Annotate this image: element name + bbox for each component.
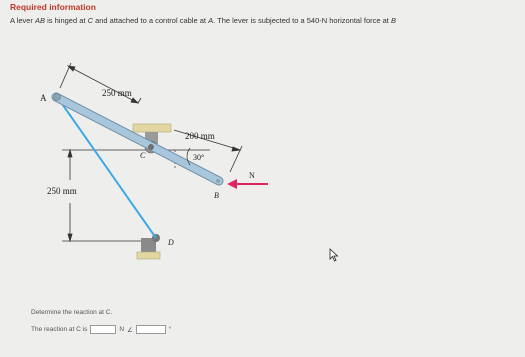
label-a: A <box>40 93 47 103</box>
unit-label: N <box>119 326 125 333</box>
dim-vertical-label: 250 mm <box>47 186 77 196</box>
angle-symbol: ∠ <box>127 326 133 334</box>
force-arrow <box>227 179 268 189</box>
mouse-pointer-icon <box>329 248 339 262</box>
reaction-magnitude-input[interactable] <box>90 325 116 334</box>
dim-ac-label: 250 mm <box>102 88 132 98</box>
required-info-title: Required information <box>10 2 96 12</box>
degree-symbol: ° <box>168 326 172 333</box>
dim-cb-label: 200 mm <box>185 131 215 141</box>
problem-statement: A lever AB is hinged at C and attached to a control cable at A. The lever is subjected to a 540-N horizontal force at B <box>10 16 396 25</box>
reaction-angle-input[interactable] <box>136 325 166 334</box>
label-c: C <box>140 151 146 160</box>
task-prompt: Determine the reaction at C. <box>31 309 113 316</box>
answer-row <box>31 325 172 334</box>
answer-label: The reaction at C is <box>31 326 88 333</box>
label-b: B <box>214 191 219 200</box>
angle-label: 30° <box>193 153 205 162</box>
support-d <box>137 234 160 259</box>
label-d: D <box>168 238 174 247</box>
pin-c <box>148 144 154 150</box>
force-label: N <box>249 171 255 180</box>
